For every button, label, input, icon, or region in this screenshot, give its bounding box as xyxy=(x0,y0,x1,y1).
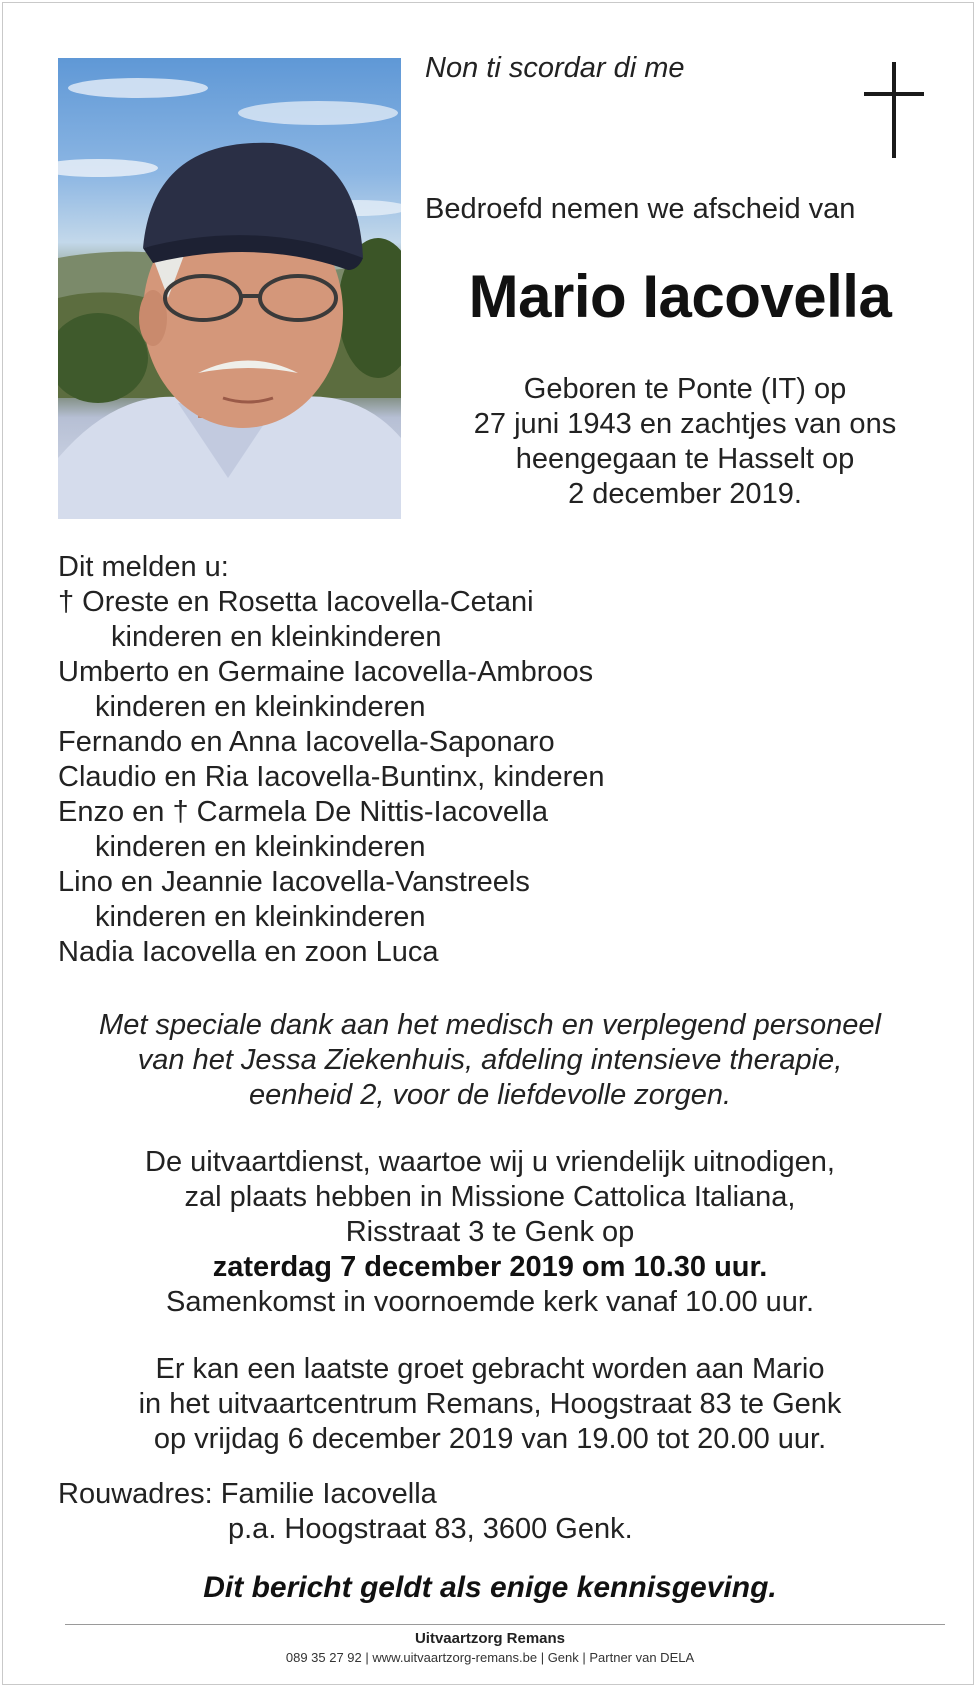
family-line: Umberto en Germaine Iacovella-Ambroos xyxy=(58,656,594,688)
notice-text: Dit bericht geldt als enige kennisgeving. xyxy=(203,1571,777,1604)
address-line: Rouwadres: Familie Iacovella xyxy=(58,1478,437,1510)
footer-info: 089 35 27 92 | www.uitvaartzorg-remans.be | Genk | Partner van DELA xyxy=(285,1650,695,1665)
mourning-address xyxy=(58,1477,633,1547)
birth-death-info xyxy=(425,372,945,512)
service-info xyxy=(0,1145,980,1320)
service-gathering: Samenkomst in voornoemde kerk vanaf 10.00 uur. xyxy=(165,1286,815,1318)
service-date: zaterdag 7 december 2019 om 10.30 uur. xyxy=(212,1251,768,1283)
family-heading: Dit melden u: xyxy=(58,551,229,583)
birth-death-line: 27 juni 1943 en zachtjes van ons xyxy=(473,408,897,440)
thanks-line: eenheid 2, voor de liefdevolle zorgen. xyxy=(248,1079,732,1111)
portrait-photo xyxy=(58,58,401,519)
service-line: zal plaats hebben in Missione Cattolica Italiana, xyxy=(184,1181,796,1213)
birth-death-line: 2 december 2019. xyxy=(568,478,802,510)
family-line: Claudio en Ria Iacovella-Buntinx, kinderen xyxy=(58,761,605,793)
thanks-line: Met speciale dank aan het medisch en verplegend personeel xyxy=(99,1009,881,1041)
visit-line: Er kan een laatste groet gebracht worden aan Mario xyxy=(155,1353,825,1385)
family-line: kinderen en kleinkinderen xyxy=(95,691,426,723)
family-line: kinderen en kleinkinderen xyxy=(111,621,442,653)
cross-icon xyxy=(864,62,924,158)
birth-death-line: Geboren te Ponte (IT) op xyxy=(523,373,847,405)
motto: Non ti scordar di me xyxy=(425,52,685,84)
address-line: p.a. Hoogstraat 83, 3600 Genk. xyxy=(228,1513,633,1545)
family-list xyxy=(58,550,604,970)
footer-title: Uitvaartzorg Remans xyxy=(414,1630,566,1647)
deceased-name: Mario Iacovella xyxy=(468,263,892,330)
family-line: kinderen en kleinkinderen xyxy=(95,831,426,863)
family-line: kinderen en kleinkinderen xyxy=(95,901,426,933)
family-line: † Oreste en Rosetta Iacovella-Cetani xyxy=(58,586,534,618)
family-line: Fernando en Anna Iacovella-Saponaro xyxy=(58,726,555,758)
visit-line: op vrijdag 6 december 2019 van 19.00 tot 20.00 uur. xyxy=(153,1423,827,1455)
visit-info xyxy=(0,1352,980,1457)
intro-text: Bedroefd nemen we afscheid van xyxy=(425,193,856,225)
thanks-line: van het Jessa Ziekenhuis, afdeling intensieve therapie, xyxy=(137,1044,843,1076)
family-line: Enzo en † Carmela De Nittis-Iacovella xyxy=(58,796,548,828)
birth-death-line: heengegaan te Hasselt op xyxy=(515,443,855,475)
family-line: Lino en Jeannie Iacovella-Vanstreels xyxy=(58,866,530,898)
portrait-illustration xyxy=(58,58,401,519)
service-line: De uitvaartdienst, waartoe wij u vriendelijk uitnodigen, xyxy=(145,1146,835,1178)
service-line: Risstraat 3 te Genk op xyxy=(345,1216,635,1248)
family-line: Nadia Iacovella en zoon Luca xyxy=(58,936,439,968)
footer-divider xyxy=(65,1624,945,1625)
visit-line: in het uitvaartcentrum Remans, Hoogstraat 83 te Genk xyxy=(138,1388,842,1420)
thanks-text xyxy=(0,1008,980,1113)
